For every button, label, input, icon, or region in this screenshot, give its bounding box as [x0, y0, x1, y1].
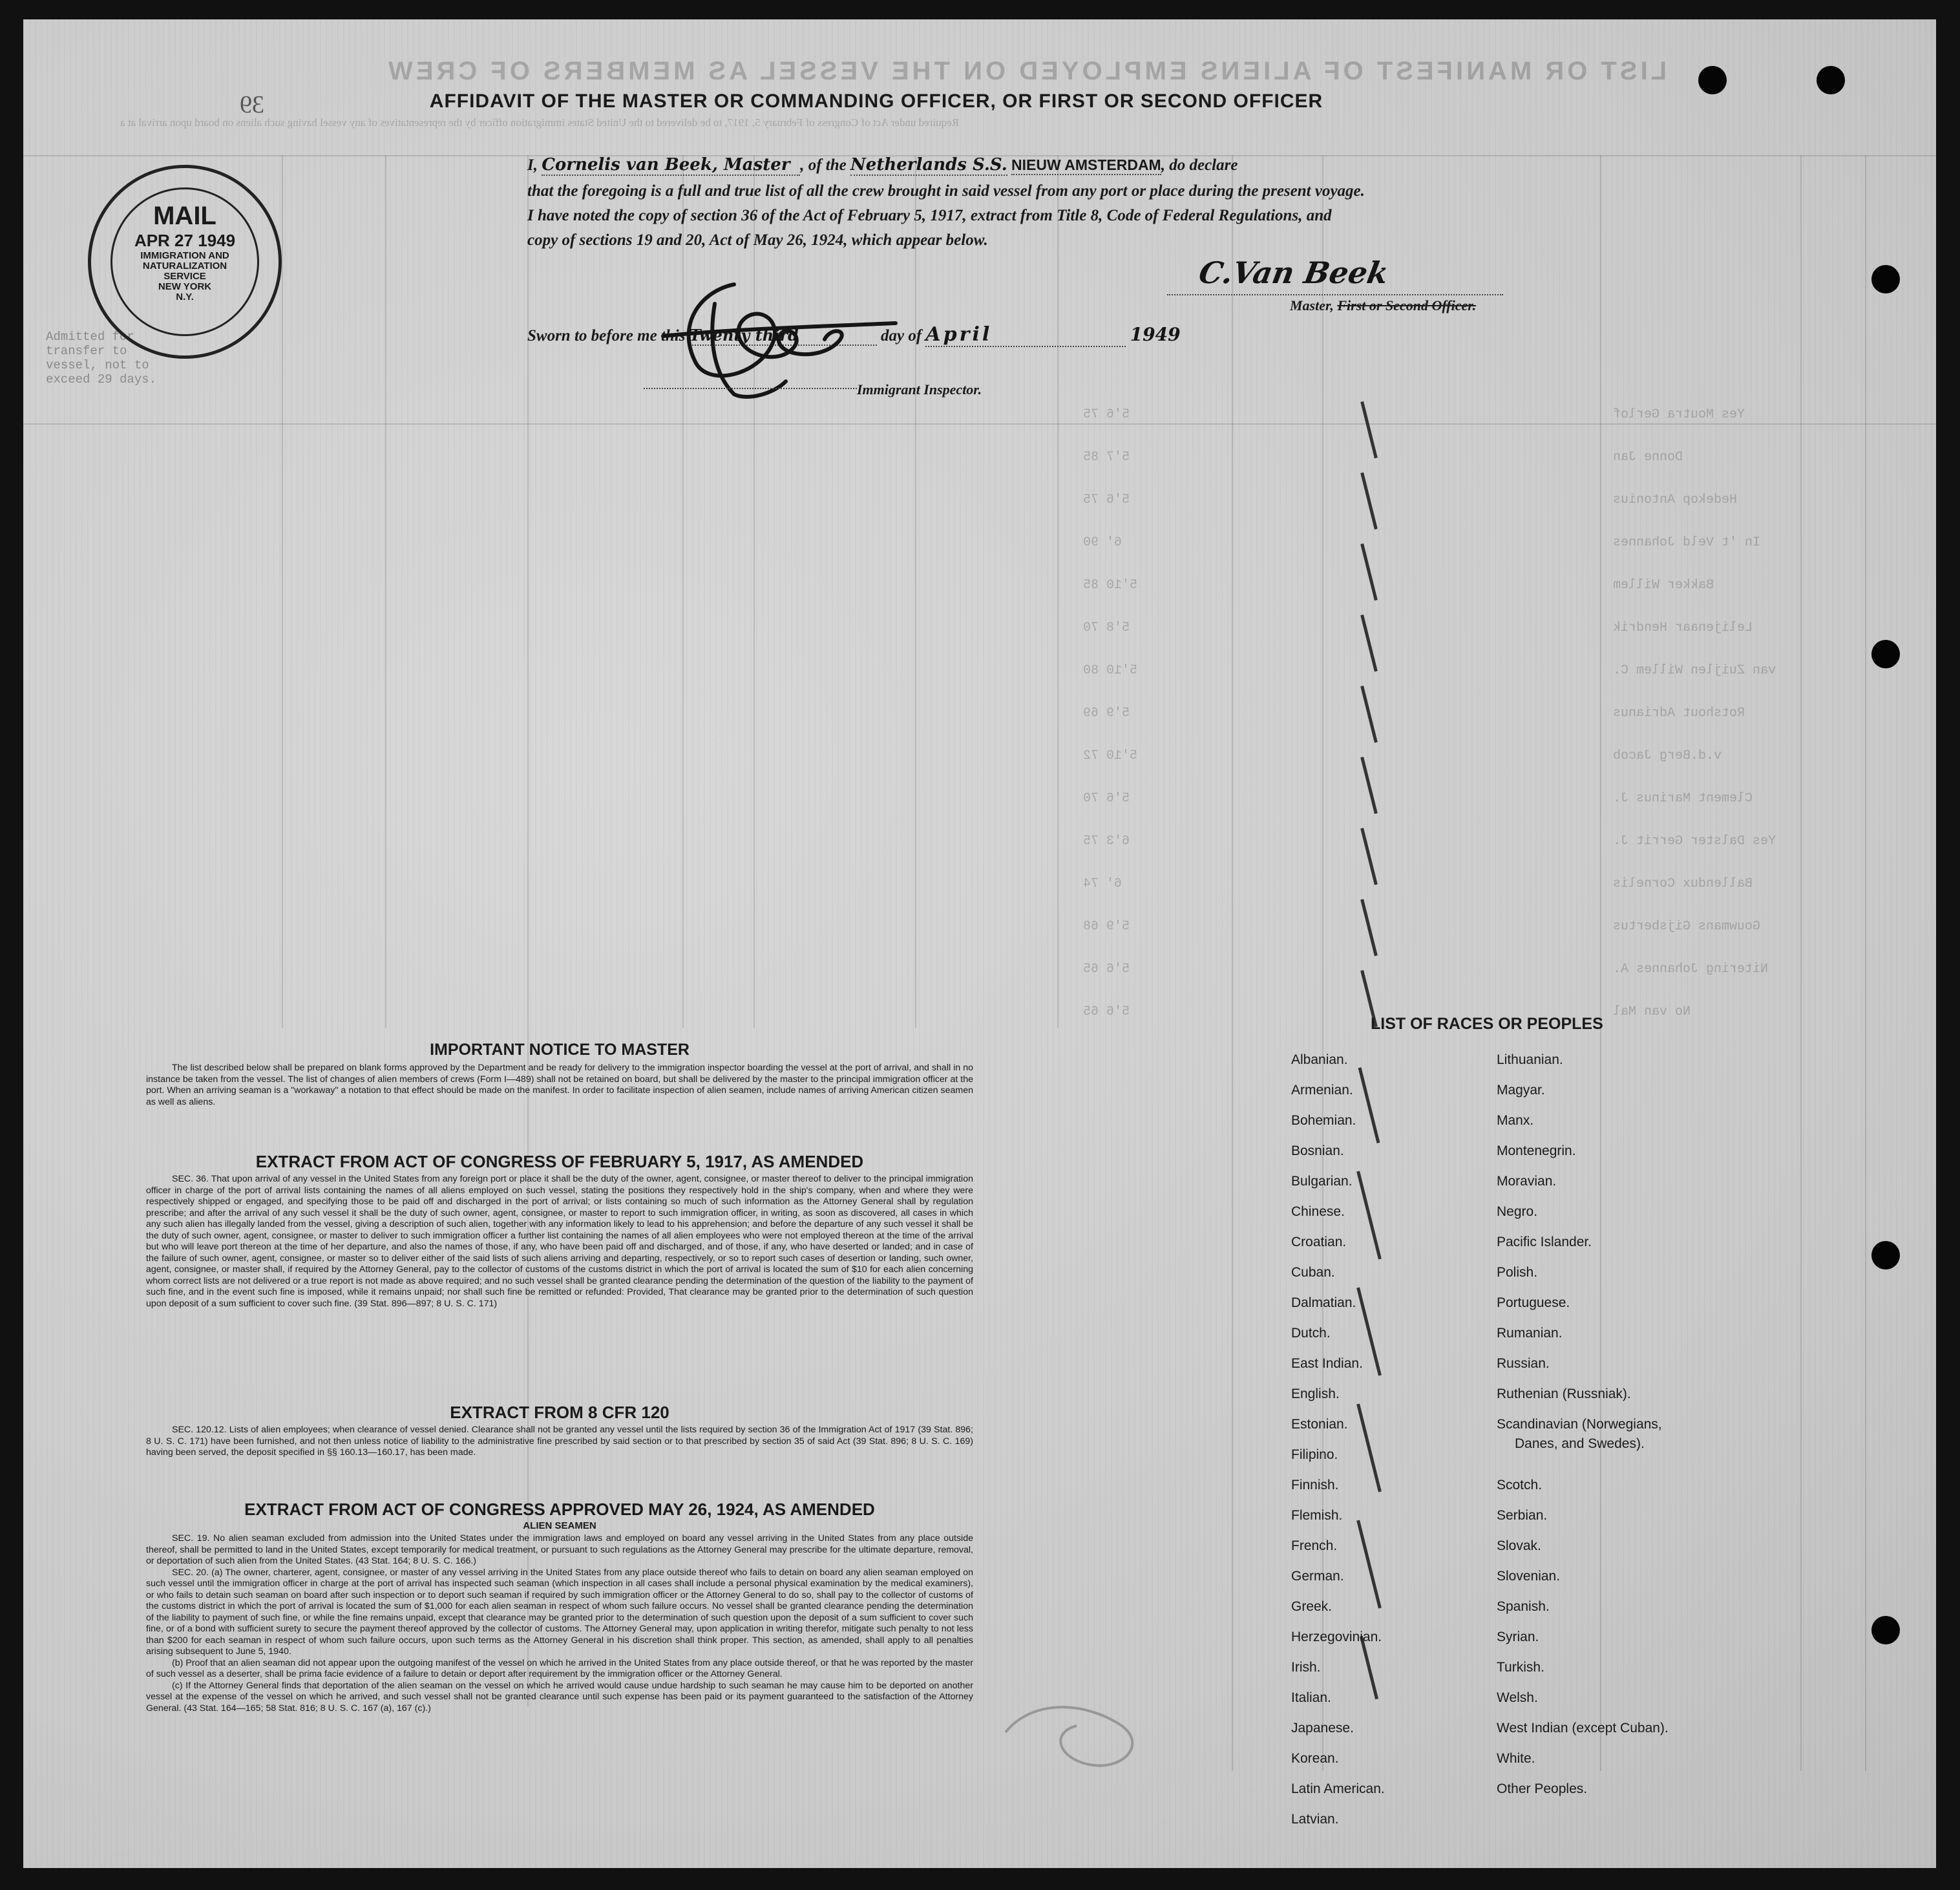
race-item: Spanish. — [1497, 1599, 1550, 1614]
races-column-2 — [1497, 1052, 1768, 1867]
race-item: Montenegrin. — [1497, 1143, 1576, 1158]
race-item: Negro. — [1497, 1204, 1538, 1219]
race-item: Japanese. — [1291, 1721, 1354, 1736]
race-item: Rumanian. — [1497, 1326, 1563, 1341]
sworn-month: April — [925, 323, 1126, 347]
race-item: Bosnian. — [1291, 1143, 1344, 1158]
master-signature: C.Van Beek — [1196, 255, 1391, 290]
race-item: Manx. — [1497, 1113, 1534, 1128]
race-item: Ruthenian (Russniak). — [1497, 1386, 1631, 1401]
race-item: Syrian. — [1497, 1630, 1539, 1644]
race-item: Scandinavian (Norwegians, — [1497, 1417, 1662, 1432]
vessel-name: NIEUW AMSTERDAM — [1011, 156, 1161, 175]
races-title: LIST OF RACES OR PEOPLES — [1371, 1015, 1603, 1033]
sworn-year: 1949 — [1130, 324, 1181, 345]
page-number: 39 — [240, 91, 264, 118]
manifest-page: LIST OR MANIFEST OF ALIENS EMPLOYED ON THE VESSEL AS MEMBERS OF CREW Required under Act of Congress of February 5, 1917, to be delivered to the United States immigration officer by the representatives of any vessel having such aliens on board upon arrival at a Admitted for transfer to vessel, not to exceed 29 days. Yes Moutra Gerlof Donne Jan Hedekop Antonius In 't Veld Johannes Bakker Willem Lelijenaar Hendrik van Zuijlen Willem C. Rotshout Adrianus v.d.Berg Jacob Clement Marinus J. Yes Dalster Gerrit J. Ballendux Cornelis Gouwmans Gijsbertus Nitering Johannes A. No van Mal 5'6 75 5'7 85 5'6 75 6' 90 5'10 85 5'8 70 5'10 80 5'9 69 5'10 72 5'6 70 6'3 75 6' 74 5'9 68 5'6 65 5'6 65 39 AFFIDAVIT OF THE MASTER OR COMMANDING OFFICER, OR FIRST OR SECOND OFFICER I, Cornelis van Beek, Master , of the Netherlands S.S. NIEUW AMSTERDAM, do declare that the foregoing is a full and true list of all the crew brought in said vessel from any port or place during the present voyage. I have noted the copy of section 36 of the Act of February 5, 1917, extract from Title 8, Code of Federal Regulations, and copy of sections 19 and 20, Act of May 26, 1924, which appear below. C.Van Beek Master, First or Second Officer. Sworn to before me this Twenty third day of April 1949 Immigrant Inspector. MAIL APR 27 1949 IMMIGRATION AND NATURALIZATION SERVICE NEW YORK N.Y. IMPORTANT NOTICE TO MASTER The list described below shall be prepared on blank forms approved by the Department and be ready for delivery to the immigration inspector boarding the vessel at the port of arrival, and shall in no instance be taken from the vessel. The list of changes of alien members of crews (Form I—489) shall not be retained on board, but shall be delivered by the master to the principal immigration officer at the port. When an arriving seaman is a "workaway" a notation to that effect should be made on the manifest. In order to facilitate inspection of alien seamen, include names of arriving American citizen seamen as well as aliens. EXTRACT FROM ACT OF CONGRESS OF FEBRUARY 5, 1917, AS AMENDED SEC. 36. That upon arrival of any vessel in the United States from any foreign port or place it shall be the duty of the owner, agent, consignee, or master thereof to deliver to the principal immigration officer in charge of the port of arrival lists containing the names of all aliens employed on such vessel, stating the positions they respectively hold in the ship's company, when and where they were respectively shipped or engaged, and specifying those to be paid off and discharged in the port of arrival; or lists containing so much of such information as the Attorney General shall by regulation prescribe; and after the arrival of any such vessel it shall be the duty of such owner, agent, consignee, or master to report to such immigration officer, in writing, as soon as discovered, all cases in which any such alien has illegally landed from the vessel, giving a description of such alien, together with any information likely to lead to his apprehension; and before the departure of any such vessel it shall be the duty of such owner, agent, consignee, or master to deliver to such immigration officer a further list containing the names of all alien employees who were not employed thereon at the time of the arrival but who will leave port thereon at the time of her departure, and also the names of those, if any, who have been paid off and discharged, and of those, if any, who have deserted or landed; and in case of the failure of such owner, agent, consignee, or master so to deliver either of the said lists of such aliens arriving and departing, respectively, or so to report such cases of desertion or landing, such owner, agent, consignee, or master shall, if required by the Attorney General, pay to the collector of customs of the customs district in which the port of arrival is located the sum of $10 for each alien concerning whom correct lists are not delivered or a true report is not made as above required; and no such vessel shall be granted clearance pending the determination of the question of the liability to the payment of such fine, and in the event such fine is imposed, while it remains unpaid; nor shall such fine be remitted or refunded: Provided, That clearance may be granted prior to the determination of such question upon deposit of a sum sufficient to cover such fine. (39 Stat. 896—897; 8 U. S. C. 171) EXTRACT FROM 8 CFR 120 SEC. 120.12. Lists of alien employees; when clearance of vessel denied. Clearance shall not be granted any vessel until the lists required by section 36 of the Immigration Act of 1917 (39 Stat. 896; 8 U. S. C. 171) have been furnished, and not then unless notice of liability to the administrative fine prescribed by said section or to that prescribed by section 35 of said Act (39 Stat. 896; 8 U. S. C. 169) having been served, the deposit specified in §§ 160.13—160.17, has been made. EXTRACT FROM ACT OF CONGRESS APPROVED MAY 26, 1924, AS AMENDED ALIEN SEAMEN SEC. 19. No alien seaman excluded from admission into the United States under the immigration laws and employed on board any vessel arriving in the United States from any place outside thereof, shall be permitted to land in the United States, except temporarily for medical treatment, or pursuant to such regulations as the Attorney General may prescribe for the ultimate departure, removal, or deportation of such alien from the United States. (43 Stat. 164; 8 U. S. C. 166.) SEC. 20. (a) The owner, charterer, agent, consignee, or master of any vessel arriving in the United States from any place outside thereof who fails to detain on board any alien seaman employed on such vessel until the immigration officer in charge at the port of arrival has inspected such seaman (which inspection in all cases shall include a personal physical examination by the medical examiners), or who fails to detain such seaman on board after such inspection or to deport such seaman if required by such immigration officer or the Attorney General to do so, shall pay to the collector of customs of the customs district in which the port of arrival is located the sum of $1,000 for each alien seaman in respect of whom such failure occurs. No vessel shall be granted clearance pending the determination of the liability to payment of such fine, or while the fine remains unpaid, except that clearance may be granted prior to the determination of such question upon the deposit of a sum sufficient to cover such fine, or of a bond with sufficient surety to secure the payment thereof approved by the collector of customs. The Attorney General may, upon application in writing therefor, mitigate such penalty to not less than $200 for each seaman in respect of whom such failure occurs, upon such terms as the Attorney General in his discretion shall think proper. This section, as amended, shall apply to all penalties arising subsequent to June 5, 1940. (b) Proof that an alien seaman did not appear upon the outgoing manifest of the vessel on which he arrived in the United States from any place outside thereof, or that he was reported by the master of such vessel as a deserter, shall be prima facie evidence of a failure to detain or deport after requirement by the immigration officer or the Attorney General. (c) If the Attorney General finds that deportation of the alien seaman on the vessel on which he arrived would cause undue hardship to such seaman he may cause him to be deported on another vessel at the expense of the vessel on which he arrived, and such vessel shall not be granted clearance until such expense has been paid or its payment guaranteed to the satisfaction of the Attorney General. (43 Stat. 164—165; 58 Stat. 816; 8 U. S. C. 167 (a), 167 (c).) LIST OF RACES OR PEOPLES Albanian. Armenian. Bohemian. Bosnian. Bulgarian. Chinese. Croatian. Cuban. Dalmatian. Dutch. East Indian. English. Estonian. Filipino. Finnish. Flemish. French. German. Greek. Herzegovinian. Irish. Italian. Japanese. Korean. Latin American. Latvian. Lithuanian. Magyar. Manx. Montenegrin. Moravian. Negro. Pacific Islander. Polish. Portuguese. Rumanian. Russian. Ruthenian (Russniak). Scandinavian (Norwegians, Danes, and Swedes). Scotch. Serbian. Slovak. Slovenian. Spanish. Syrian. Turkish. Welsh. West Indian (except Cuban). White. Other Peoples. — [23, 19, 1936, 1868]
race-item: Albanian. — [1291, 1052, 1348, 1067]
sworn-day: Twenty third — [690, 326, 877, 346]
race-item: Pacific Islander. — [1497, 1235, 1592, 1249]
race-item: English. — [1291, 1386, 1340, 1401]
race-item: Bohemian. — [1291, 1113, 1356, 1128]
bleed-required-line: Required under Act of Congress of February 5, 1917, to be delivered to the United States immigration officer by the representatives of any vessel having such aliens on board upon arrival at a — [120, 116, 959, 129]
race-item: French. — [1291, 1538, 1338, 1553]
race-item: Turkish. — [1497, 1660, 1544, 1675]
punch-hole — [1871, 640, 1900, 668]
race-item: Herzegovinian. — [1291, 1630, 1382, 1644]
race-item: Slovak. — [1497, 1538, 1541, 1553]
faint-stamp-mark — [993, 1694, 1161, 1784]
race-item: Polish. — [1497, 1265, 1538, 1280]
affidavit-title: AFFIDAVIT OF THE MASTER OR COMMANDING OFFICER, OR FIRST OR SECOND OFFICER — [429, 90, 1323, 112]
race-item: Dutch. — [1291, 1326, 1331, 1341]
punch-hole — [1698, 66, 1727, 94]
race-item: White. — [1497, 1751, 1535, 1766]
race-item: Latvian. — [1291, 1812, 1339, 1827]
notice-title: IMPORTANT NOTICE TO MASTER — [430, 1041, 690, 1059]
race-item: Lithuanian. — [1497, 1052, 1563, 1067]
punch-hole — [1871, 1616, 1900, 1644]
race-item: Welsh. — [1497, 1690, 1538, 1705]
race-item: Dalmatian. — [1291, 1295, 1356, 1310]
affidavit-line-1: I, Cornelis van Beek, Master , of the Netherlands S.S. NIEUW AMSTERDAM, do declare — [527, 155, 1238, 175]
race-item: Korean. — [1291, 1751, 1339, 1766]
affidavit-line-4: copy of sections 19 and 20, Act of May 26, 1924, which appear below. — [527, 231, 988, 249]
affidavit-line-2: that the foregoing is a full and true list of all the crew brought in said vessel from any port or place during the present voyage. — [527, 182, 1365, 200]
race-item: Armenian. — [1291, 1083, 1353, 1098]
punch-hole — [1871, 265, 1900, 293]
mail-stamp: MAIL APR 27 1949 IMMIGRATION AND NATURALIZATION SERVICE NEW YORK N.Y. — [88, 165, 282, 359]
race-item: Greek. — [1291, 1599, 1333, 1614]
race-item: German. — [1291, 1569, 1344, 1584]
race-item: Finnish. — [1291, 1478, 1339, 1492]
extract-1924-title: EXTRACT FROM ACT OF CONGRESS APPROVED MAY 26, 1924, AS AMENDED — [244, 1500, 875, 1519]
race-item: Flemish. — [1291, 1508, 1343, 1523]
race-item: Filipino. — [1291, 1447, 1338, 1462]
inspector-signature-line — [644, 388, 857, 389]
master-signature-line — [1167, 294, 1503, 295]
race-item: Moravian. — [1497, 1174, 1557, 1189]
race-item: Danes, and Swedes). — [1515, 1436, 1645, 1451]
race-item: Scotch. — [1497, 1478, 1543, 1492]
race-item: Serbian. — [1497, 1508, 1548, 1523]
sworn-line: Sworn to before me this Twenty third day of April 1949 — [527, 323, 1181, 346]
master-caption: Master, First or Second Officer. — [1290, 297, 1477, 313]
race-item: Magyar. — [1497, 1083, 1545, 1098]
race-item: East Indian. — [1291, 1356, 1363, 1371]
extract-1924-subtitle: ALIEN SEAMEN — [523, 1520, 596, 1531]
extract-cfr-body: SEC. 120.12. Lists of alien employees; when clearance of vessel denied. Clearance shall not be granted any vessel until the lists required by section 36 of the Immigration Act of 1917 (39 Stat. 896; 8 U. S. C. 171) have been furnished, and not then unless notice of liability to the administrative fine prescribed by said section or to that prescribed by section 35 of said Act (39 Stat. 896; 8 U. S. C. 169) having been served, the deposit specified in §§ 160.13—160.17, has been made. — [146, 1425, 973, 1458]
race-item: Slovenian. — [1497, 1569, 1561, 1584]
bleed-title: LIST OR MANIFEST OF ALIENS EMPLOYED ON THE VESSEL AS MEMBERS OF CREW — [385, 57, 1667, 85]
race-item: Irish. — [1291, 1660, 1321, 1675]
extract-1917-title: EXTRACT FROM ACT OF CONGRESS OF FEBRUARY 5, 1917, AS AMENDED — [255, 1152, 864, 1171]
race-item: Other Peoples. — [1497, 1781, 1588, 1796]
inspector-caption: Immigrant Inspector. — [857, 381, 982, 398]
vessel-nationality: Netherlands S.S. — [850, 155, 1007, 175]
race-item: West Indian (except Cuban). — [1497, 1721, 1669, 1736]
race-item: Estonian. — [1291, 1417, 1348, 1432]
punch-hole — [1871, 1241, 1900, 1269]
punch-hole — [1817, 66, 1845, 94]
bleed-remark: Admitted for transfer to vessel, not to exceed 29 days. — [46, 330, 157, 387]
extract-1917-body: SEC. 36. That upon arrival of any vessel in the United States from any foreign port or place it shall be the duty of the owner, agent, consignee, or master thereof to deliver to the principal immigration officer in charge of the port of arrival lists containing the names of all aliens employed on such vessel, stating the positions they respectively hold in the ship's company, when and where they were respectively shipped or engaged, and specifying those to be paid off and discharged in the port of arrival; or lists containing so much of such information as the Attorney General shall by regulation prescribe; and after the arrival of any such vessel it shall be the duty of such owner, agent, consignee, or master to report to such immigration officer, in writing, as soon as discovered, all cases in which any such alien has illegally landed from the vessel, giving a description of such alien, together with any information likely to lead to his apprehension; and before the departure of any such vessel it shall be the duty of such owner, agent, consignee, or master to deliver to such immigration officer a further list containing the names of all alien employees who were not employed thereon at the time of the arrival but who will leave port thereon at the time of her departure, and also the names of those, if any, who have been paid off and discharged, and of those, if any, who have deserted or landed; and in case of the failure of such owner, agent, consignee, or master so to deliver either of the said lists of such aliens arriving and departing, respectively, or so to report such cases of desertion or landing, such owner, agent, consignee, or master shall, if required by the Attorney General, pay to the collector of customs of the customs district in which the port of arrival is located the sum of $10 for each alien concerning whom correct lists are not delivered or a true report is not made as above required; and no such vessel shall be granted clearance pending the determination of the question of the liability to the payment of such fine, and in the event such fine is imposed, while it remains unpaid; nor shall such fine be remitted or refunded: Provided, That clearance may be granted prior to the determination of such question upon deposit of a sum sufficient to cover such fine. (39 Stat. 896—897; 8 U. S. C. 171) — [146, 1174, 973, 1309]
race-item: Chinese. — [1291, 1204, 1345, 1219]
extract-cfr-title: EXTRACT FROM 8 CFR 120 — [450, 1403, 669, 1422]
race-item: Croatian. — [1291, 1235, 1347, 1249]
race-item: Portuguese. — [1497, 1295, 1570, 1310]
race-item: Latin American. — [1291, 1781, 1385, 1796]
master-name: Cornelis van Beek, Master — [542, 155, 800, 176]
race-item: Bulgarian. — [1291, 1174, 1353, 1189]
races-column-1 — [1291, 1052, 1485, 1867]
notice-body: The list described below shall be prepared on blank forms approved by the Department and be ready for delivery to the immigration inspector boarding the vessel at the port of arrival, and shall in no instance be taken from the vessel. The list of changes of alien members of crews (Form I—489) shall not be retained on board, but shall be delivered by the master to the principal immigration officer at the port. When an arriving seaman is a "workaway" a notation to that effect should be made on the manifest. In order to facilitate inspection of alien seamen, include names of arriving American citizen seamen as well as aliens. — [146, 1063, 973, 1107]
race-item: Russian. — [1497, 1356, 1550, 1371]
affidavit-line-3: I have noted the copy of section 36 of the Act of February 5, 1917, extract from Title 8, Code of Federal Regulations, and — [527, 207, 1332, 224]
extract-1924-body: SEC. 19. No alien seaman excluded from admission into the United States under the immigration laws and employed on board any vessel arriving in the United States from any place outside thereof, shall be permitted to land in the United States, except temporarily for medical treatment, or pursuant to such regulations as the Attorney General may prescribe for the ultimate departure, removal, or deportation of such alien from the United States. (43 Stat. 164; 8 U. S. C. 166.) SEC. 20. (a) The owner, charterer, agent, consignee, or master of any vessel arriving in the United States from any place outside thereof who fails to detain on board any alien seaman employed on such vessel until the immigration officer in charge at the port of arrival has inspected such seaman (which inspection in all cases shall include a personal physical examination by the medical examiners), or who fails to detain such seaman on board after such inspection or to deport such seaman if required by such immigration officer or the Attorney General to do so, shall pay to the collector of customs of the customs district in which the port of arrival is located the sum of $1,000 for each alien seaman in respect of whom such failure occurs. No vessel shall be granted clearance pending the determination of the liability to payment of such fine, or while the fine remains unpaid, except that clearance may be granted prior to the determination of such question upon the deposit of a sum sufficient to cover such fine, or of a bond with sufficient surety to secure the payment thereof approved by the collector of customs. The Attorney General may, upon application in writing therefor, mitigate such penalty to not less than $200 for each seaman in respect of whom such failure occurs, upon such terms as the Attorney General in his discretion shall think proper. This section, as amended, shall apply to all penalties arising subsequent to June 5, 1940. (b) Proof that an alien seaman did not appear upon the outgoing manifest of the vessel on which he arrived in the United States from any place outside thereof, or that he was reported by the master of such vessel as a deserter, shall be prima facie evidence of a failure to detain or deport after requirement by the immigration officer or the Attorney General. (c) If the Attorney General finds that deportation of the alien seaman on the vessel on which he arrived would cause undue hardship to such seaman he may cause him to be deported on another vessel at the expense of the vessel on which he arrived, and such vessel shall not be granted clearance until such expense has been paid or its payment guaranteed to the satisfaction of the Attorney General. (43 Stat. 164—165; 58 Stat. 816; 8 U. S. C. 167 (a), 167 (c).) — [146, 1533, 973, 1714]
race-item: Italian. — [1291, 1690, 1331, 1705]
race-item: Cuban. — [1291, 1265, 1335, 1280]
